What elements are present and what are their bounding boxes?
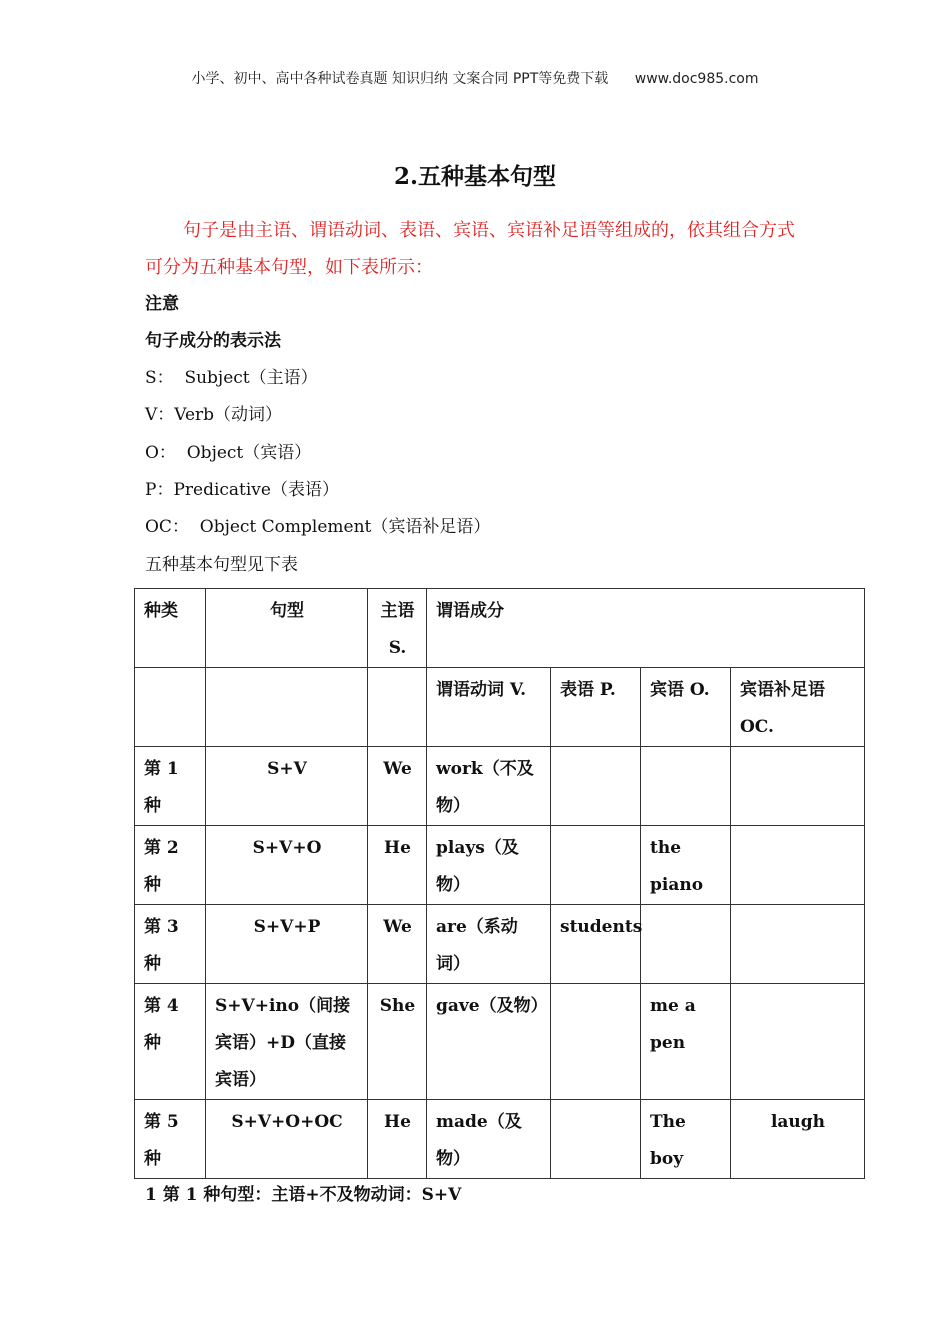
page-header	[0, 68, 950, 88]
empty-cell	[368, 668, 427, 747]
subheader-verb: 谓语动词 V.	[427, 668, 551, 747]
row-object: me a pen	[641, 984, 731, 1100]
section-heading: 1 第 1 种句型：主语+不及物动词：S+V	[145, 1185, 462, 1205]
notation-heading: 句子成分的表示法	[145, 331, 281, 351]
note-label: 注意	[145, 294, 179, 314]
row-verb: gave（及物）	[427, 984, 551, 1100]
table-caption: 五种基本句型见下表	[145, 555, 298, 575]
row-pattern: S+V+P	[206, 905, 368, 984]
row-pattern: S+V+O	[206, 826, 368, 905]
header-site[interactable]: www.doc985.com	[634, 71, 759, 87]
row-predicative	[551, 826, 641, 905]
row-verb: made（及物）	[427, 1100, 551, 1179]
notation-item: V：Verb（动词）	[145, 405, 283, 425]
table-row	[135, 826, 865, 905]
table-row	[135, 905, 865, 984]
empty-cell	[206, 668, 368, 747]
row-object	[641, 747, 731, 826]
notation-item: O： Object（宾语）	[145, 443, 312, 463]
row-complement	[731, 905, 865, 984]
table-row	[135, 747, 865, 826]
row-verb: plays（及物）	[427, 826, 551, 905]
row-type: 第 2 种	[135, 826, 206, 905]
row-object: The boy	[641, 1100, 731, 1179]
row-complement	[731, 984, 865, 1100]
row-complement	[731, 747, 865, 826]
row-verb: work（不及物）	[427, 747, 551, 826]
row-subject: He	[368, 1100, 427, 1179]
table-row	[135, 1100, 865, 1179]
header-subject: 主语S.	[368, 589, 427, 668]
row-predicative	[551, 984, 641, 1100]
row-subject: She	[368, 984, 427, 1100]
page-title: 2.五种基本句型	[393, 163, 556, 190]
row-complement: laugh	[731, 1100, 865, 1179]
intro-paragraph: 句子是由主语、谓语动词、表语、宾语、宾语补足语等组成的，依其组合方式可分为五种基本句型，如下表所示：	[145, 220, 795, 278]
row-type: 第 1 种	[135, 747, 206, 826]
row-pattern: S+V+O+OC	[206, 1100, 368, 1179]
table-row	[135, 984, 865, 1100]
row-predicative	[551, 747, 641, 826]
row-object: the piano	[641, 826, 731, 905]
notation-item: S： Subject（主语）	[145, 368, 318, 388]
row-subject: We	[368, 747, 427, 826]
row-pattern: S+V+ino（间接宾语）+D（直接宾语）	[206, 984, 368, 1100]
notation-item: P：Predicative（表语）	[145, 480, 339, 500]
header-pattern: 句型	[206, 589, 368, 668]
table-header-row	[135, 589, 865, 668]
row-object	[641, 905, 731, 984]
row-type: 第 4 种	[135, 984, 206, 1100]
row-subject: We	[368, 905, 427, 984]
header-text: 小学、初中、高中各种试卷真题 知识归纳 文案合同 PPT等免费下载	[191, 71, 609, 87]
notation-item: OC： Object Complement（宾语补足语）	[145, 517, 491, 537]
subheader-object: 宾语 O.	[641, 668, 731, 747]
header-type: 种类	[135, 589, 206, 668]
subheader-predicative: 表语 P.	[551, 668, 641, 747]
row-subject: He	[368, 826, 427, 905]
row-predicative	[551, 1100, 641, 1179]
header-predicate: 谓语成分	[427, 589, 865, 668]
row-complement	[731, 826, 865, 905]
subheader-complement: 宾语补足语OC.	[731, 668, 865, 747]
row-predicative: students	[551, 905, 641, 984]
row-pattern: S+V	[206, 747, 368, 826]
empty-cell	[135, 668, 206, 747]
row-verb: are（系动词）	[427, 905, 551, 984]
sentence-pattern-table	[134, 588, 865, 1179]
row-type: 第 3 种	[135, 905, 206, 984]
table-subheader-row	[135, 668, 865, 747]
row-type: 第 5 种	[135, 1100, 206, 1179]
